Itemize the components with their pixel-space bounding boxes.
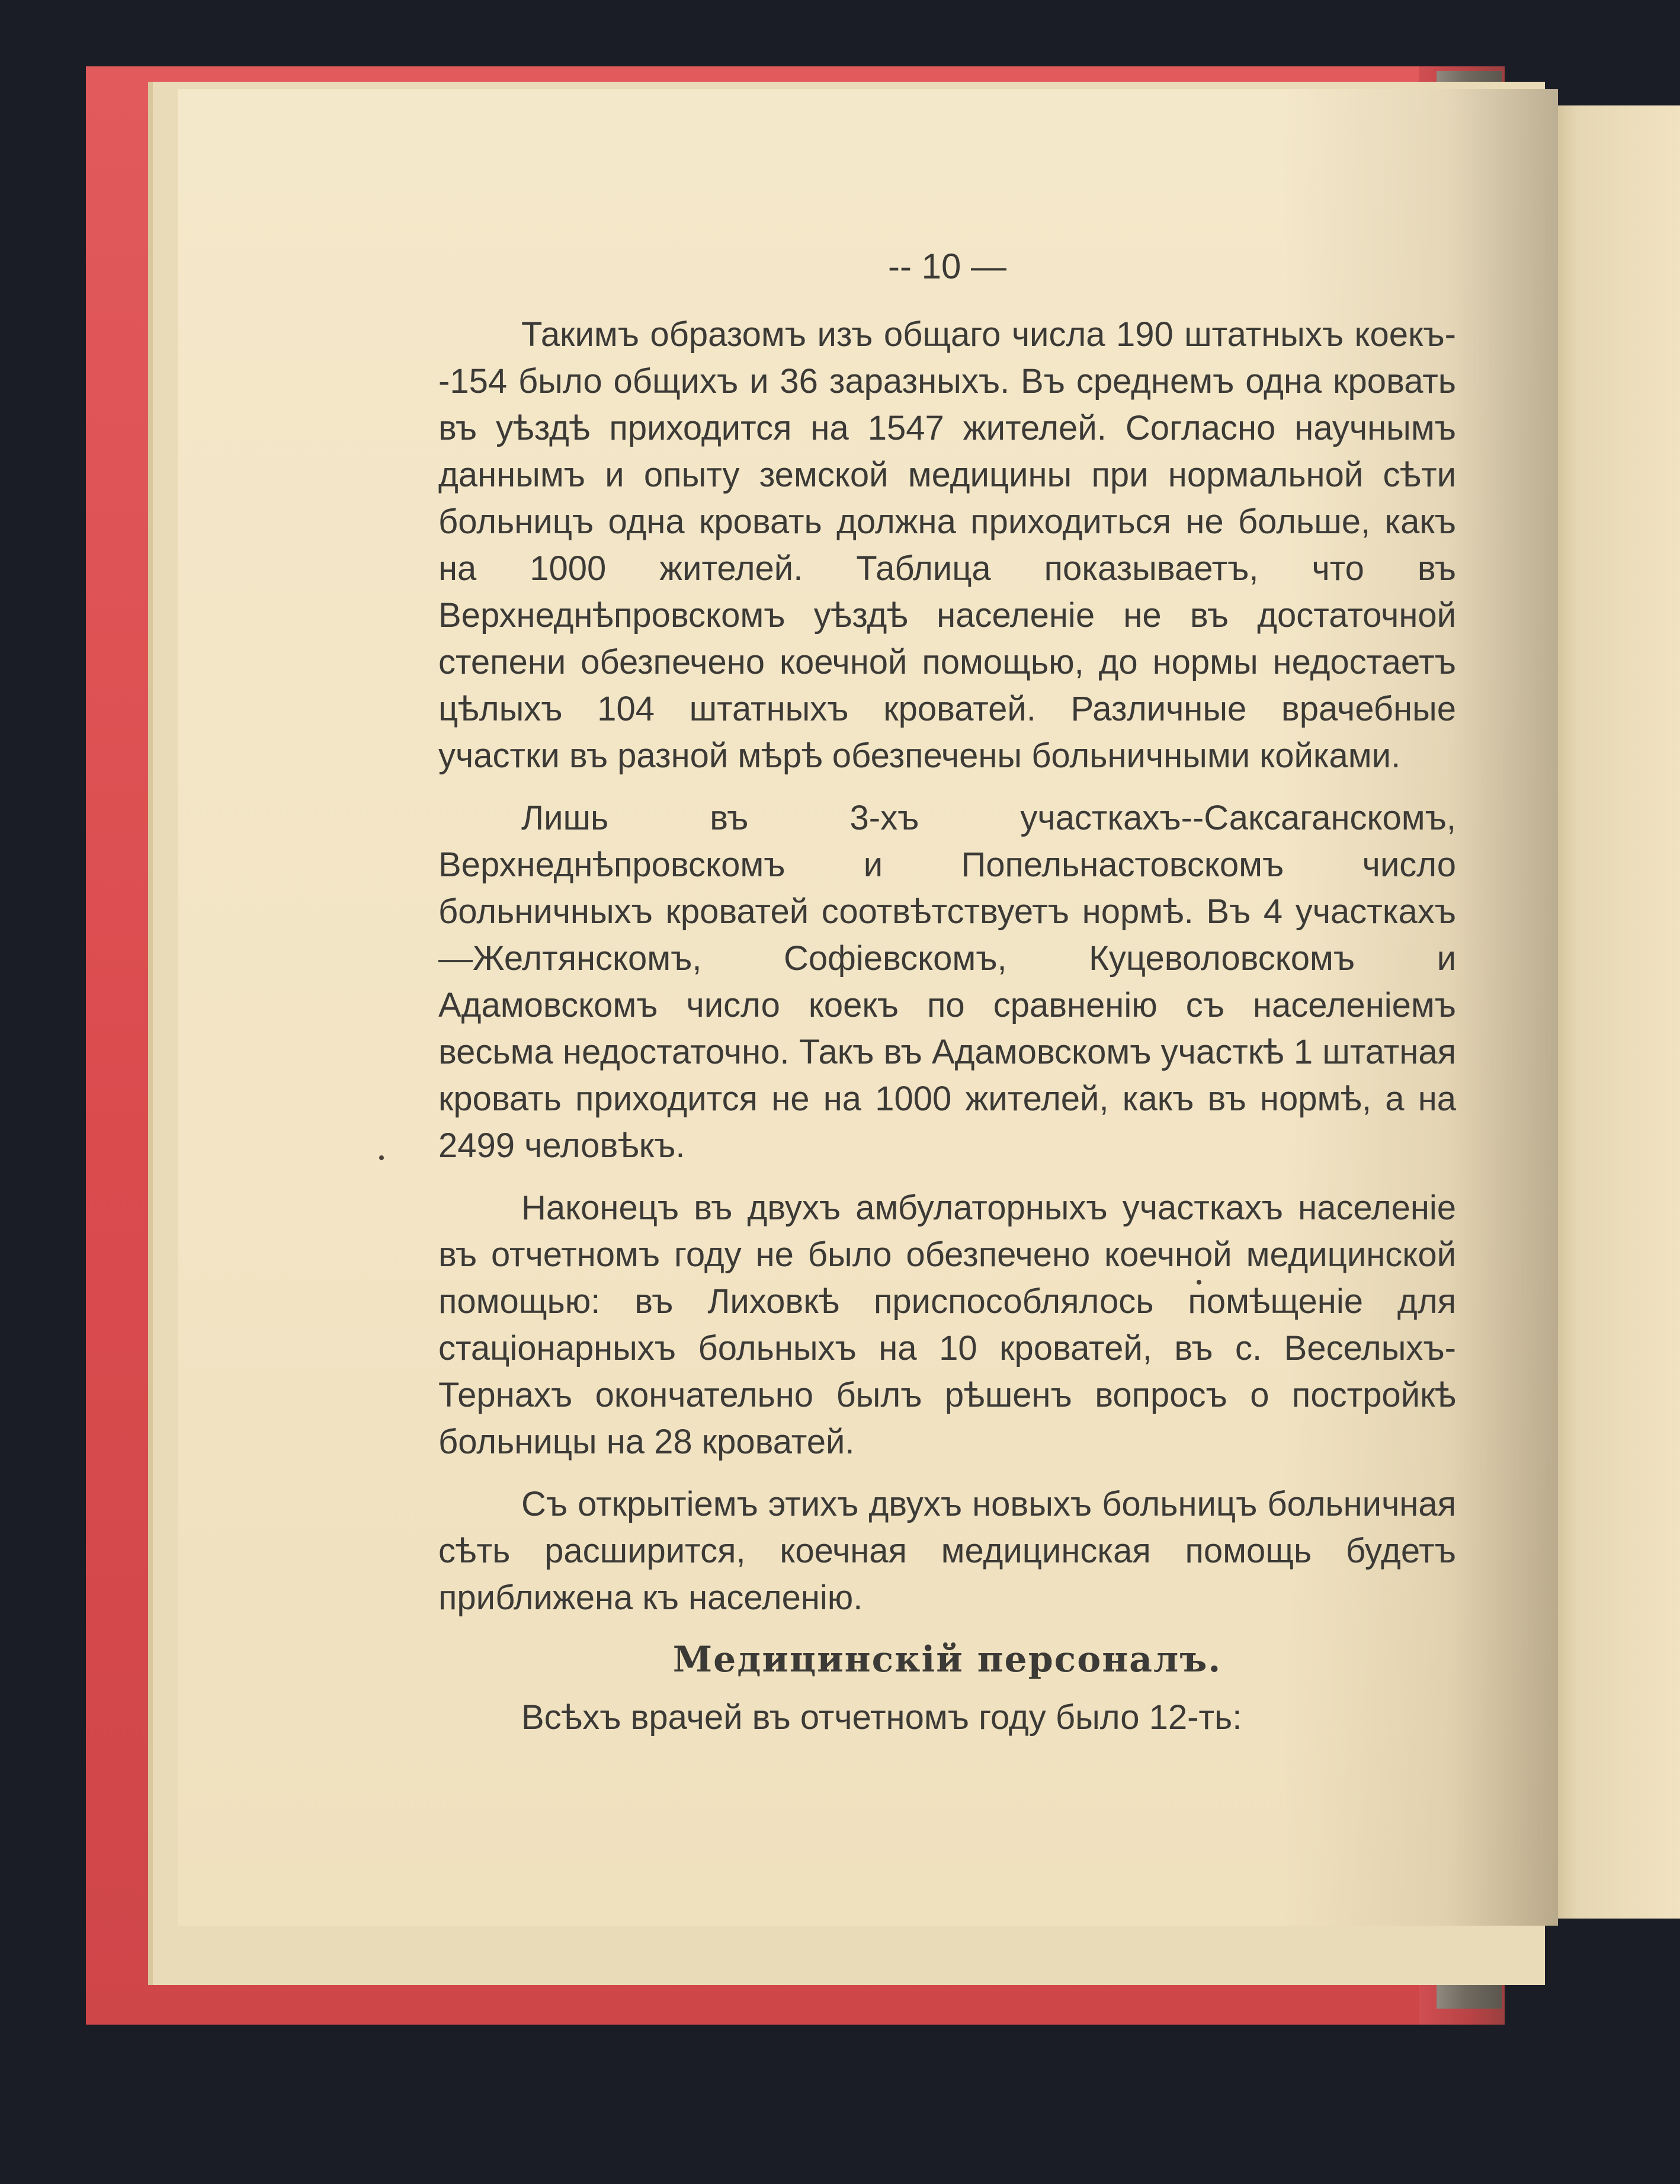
paragraph: Наконецъ въ двухъ амбулаторныхъ участкахъ населеніе въ отчетномъ году не было обезпечено коечной медицинской помощью: въ Лиховкѣ приспособлялось помѣщеніе для стаціонарныхъ больныхъ на 10 кроватей, въ с. Веселыхъ-Тернахъ окончательно былъ рѣшенъ вопросъ о постройкѣ больницы на 28 кроватей. — [438, 1189, 1456, 1461]
facing-page — [1543, 105, 1680, 1919]
last-line: Всѣхъ врачей въ отчетномъ году было 12-ть: — [521, 1698, 1242, 1737]
page-number: -- 10 — — [887, 246, 1007, 286]
paragraph: Лишь въ 3-хъ участкахъ--Саксаганскомъ, Верхнеднѣпровскомъ и Попельнастовскомъ число больничныхъ кроватей соотвѣтствуетъ нормѣ. Въ 4 участкахъ—Желтянскомъ, Софіевскомъ, Куцеволовскомъ и Адамовскомъ число коекъ по сравненію съ населеніемъ весьма недостаточно. Такъ въ Адамовскомъ участкѣ 1 штатная кровать приходится не на 1000 жителей, какъ въ нормѣ, а на 2499 человѣкъ. — [438, 799, 1456, 1165]
section-heading: Медицинскій персоналъ. — [672, 1639, 1222, 1680]
page-text — [438, 243, 1456, 1756]
paragraph: Съ открытіемъ этихъ двухъ новыхъ больницъ больничная сѣть расширится, коечная медицинская помощь будетъ приближена къ населенію. — [438, 1485, 1456, 1617]
paragraph: Такимъ образомъ изъ общаго числа 190 штатныхъ коекъ--154 было общихъ и 36 заразныхъ. Въ среднемъ одна кровать въ уѣздѣ приходится на 1547 жителей. Согласно научнымъ даннымъ и опыту земской медицины при нормальной сѣти больницъ одна кровать должна приходиться не больше, какъ на 1000 жителей. Таблица показываетъ, что въ Верхнеднѣпровскомъ уѣздѣ населеніе не въ достаточной степени обезпечено коечной помощью, до нормы недостаетъ цѣлыхъ 104 штатныхъ кроватей. Различные врачебные участки въ разной мѣрѣ обезпечены больничными койками. — [438, 315, 1456, 775]
